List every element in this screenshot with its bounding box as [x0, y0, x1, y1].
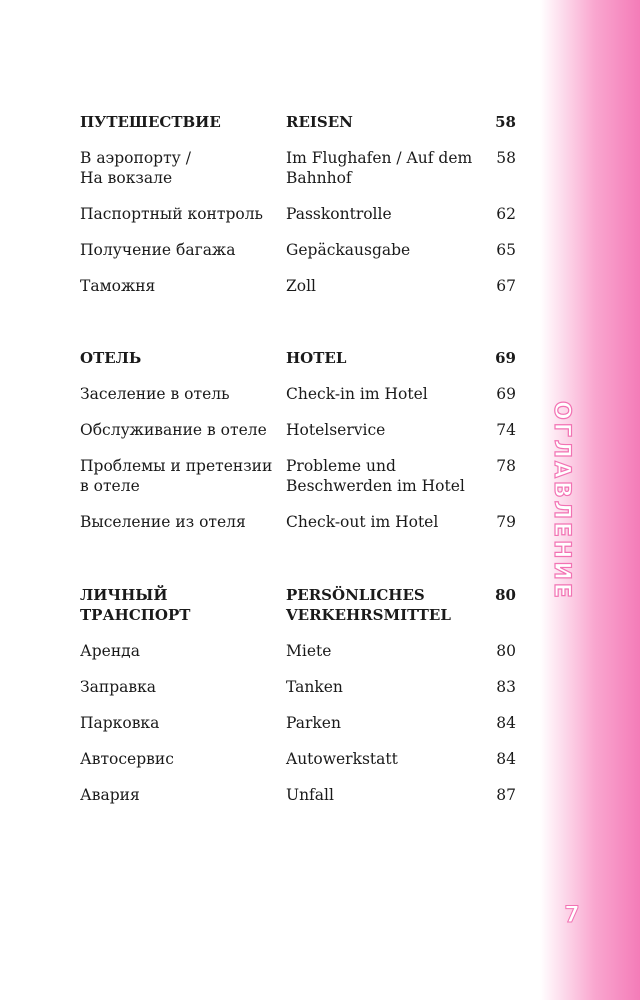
toc-entry[interactable] — [80, 713, 516, 733]
entry-ru: Паспортный контроль — [80, 205, 263, 223]
heading-ru: ОТЕЛЬ — [80, 349, 142, 367]
heading-ru: ПУТЕШЕСТВИЕ — [80, 113, 221, 131]
heading-de: REISEN — [286, 113, 353, 131]
side-title: ОГЛАВЛЕНИЕ — [549, 401, 574, 601]
entry-page: 83 — [496, 678, 516, 696]
toc-entry[interactable] — [80, 749, 516, 769]
toc-entry[interactable] — [80, 384, 516, 404]
entry-ru: Автосервис — [80, 750, 174, 768]
entry-ru: Проблемы и претензии в отеле — [80, 457, 273, 495]
entry-de: Zoll — [286, 277, 317, 295]
entry-de: Miete — [286, 642, 332, 660]
entry-page: 67 — [496, 277, 516, 295]
toc-entry[interactable] — [80, 512, 516, 532]
entry-page: 84 — [496, 714, 516, 732]
entry-ru: Получение багажа — [80, 241, 236, 259]
entry-page: 79 — [496, 513, 516, 531]
entry-ru: Заправка — [80, 678, 157, 696]
heading-page: 80 — [495, 586, 516, 604]
entry-ru: Обслуживание в отеле — [80, 421, 267, 439]
toc-section-hotel — [80, 348, 516, 548]
entry-de: Parken — [286, 714, 341, 732]
entry-page: 80 — [496, 642, 516, 660]
toc-entry[interactable] — [80, 420, 516, 440]
entry-ru: Авария — [80, 786, 140, 804]
toc-section-transport — [80, 585, 516, 821]
entry-page: 62 — [496, 205, 516, 223]
entry-page: 65 — [496, 241, 516, 259]
entry-de: Passkontrolle — [286, 205, 392, 223]
entry-ru: В аэропорту / На вокзале — [80, 149, 191, 187]
entry-ru: Заселение в отель — [80, 385, 230, 403]
page-number: 7 — [564, 903, 580, 928]
entry-page: 74 — [496, 421, 516, 439]
section-heading[interactable] — [80, 112, 516, 132]
heading-de: PERSÖNLICHES VERKEHRSMITTEL — [286, 586, 451, 624]
entry-de: Autowerkstatt — [286, 750, 398, 768]
entry-de: Check-in im Hotel — [286, 385, 428, 403]
entry-de: Tanken — [286, 678, 343, 696]
heading-page: 58 — [495, 113, 516, 131]
toc-entry[interactable] — [80, 240, 516, 260]
entry-page: 69 — [496, 385, 516, 403]
entry-page: 87 — [496, 786, 516, 804]
entry-page: 58 — [496, 149, 516, 167]
entry-de: Unfall — [286, 786, 334, 804]
heading-de: HOTEL — [286, 349, 347, 367]
entry-ru: Парковка — [80, 714, 160, 732]
heading-page: 69 — [495, 349, 516, 367]
toc-entry[interactable] — [80, 148, 516, 188]
entry-de: Probleme und Beschwerden im Hotel — [286, 457, 465, 495]
entry-ru: Таможня — [80, 277, 156, 295]
entry-de: Gepäckausgabe — [286, 241, 411, 259]
section-heading[interactable] — [80, 348, 516, 368]
toc-entry[interactable] — [80, 276, 516, 296]
toc-entry[interactable] — [80, 641, 516, 661]
entry-de: Im Flughafen / Auf dem Bahnhof — [286, 149, 473, 187]
toc-section-travel — [80, 112, 516, 312]
entry-page: 78 — [496, 457, 516, 475]
heading-ru: ЛИЧНЫЙ ТРАНСПОРТ — [80, 586, 191, 624]
entry-ru: Аренда — [80, 642, 140, 660]
toc-entry[interactable] — [80, 677, 516, 697]
section-heading[interactable] — [80, 585, 516, 625]
entry-page: 84 — [496, 750, 516, 768]
entry-ru: Выселение из отеля — [80, 513, 246, 531]
toc-entry[interactable] — [80, 204, 516, 224]
entry-de: Check-out im Hotel — [286, 513, 439, 531]
toc-entry[interactable] — [80, 785, 516, 805]
toc-entry[interactable] — [80, 456, 516, 496]
entry-de: Hotelservice — [286, 421, 386, 439]
